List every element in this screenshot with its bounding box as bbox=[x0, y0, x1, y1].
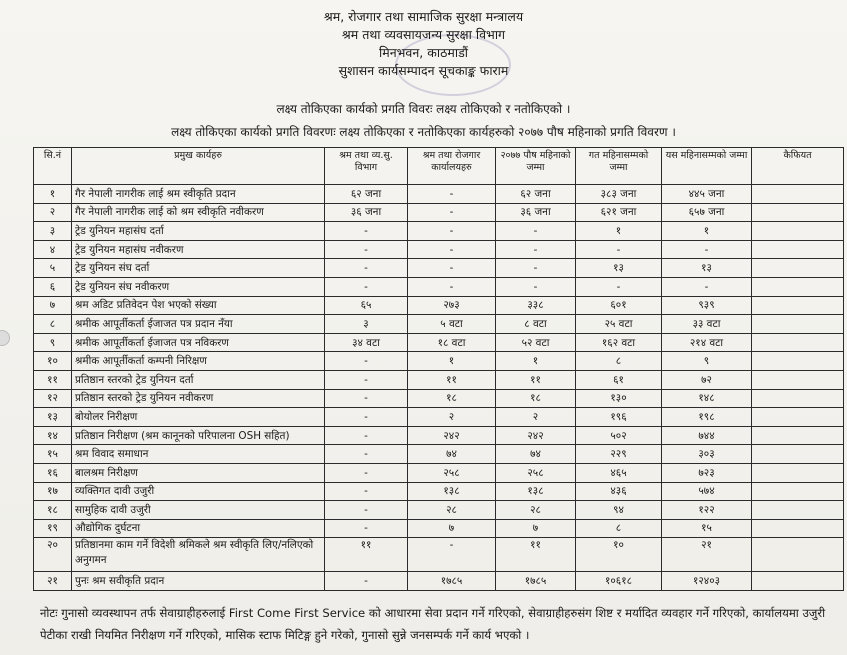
row-office: - bbox=[408, 538, 496, 572]
table-row bbox=[34, 259, 844, 278]
table-row bbox=[34, 501, 844, 520]
row-office: २ bbox=[408, 408, 496, 427]
row-dept: - bbox=[325, 572, 408, 591]
row-month: ११ bbox=[496, 370, 576, 389]
row-remark bbox=[752, 370, 844, 389]
row-remark bbox=[752, 482, 844, 501]
row-dept: ३४ वटा bbox=[325, 333, 408, 352]
row-total: ३०३ bbox=[662, 445, 752, 464]
row-dept: - bbox=[325, 445, 408, 464]
row-remark bbox=[752, 185, 844, 204]
table-body bbox=[34, 185, 844, 591]
col-header-month: २०७७ पौष महिनाको जम्मा bbox=[496, 148, 576, 185]
row-month: ११ bbox=[496, 538, 576, 572]
row-sn: २१ bbox=[34, 572, 72, 591]
row-office: - bbox=[408, 277, 496, 296]
row-prev: १ bbox=[576, 222, 662, 241]
row-total: ९३९ bbox=[662, 296, 752, 315]
row-office: - bbox=[408, 222, 496, 241]
row-month: ३६ जना bbox=[496, 203, 576, 222]
row-month: १३८ bbox=[496, 482, 576, 501]
row-month: ७४ bbox=[496, 445, 576, 464]
table-row bbox=[34, 222, 844, 241]
row-prev: ९४ bbox=[576, 501, 662, 520]
col-header-remark: कैफियत bbox=[752, 148, 844, 185]
row-prev: ४३६ bbox=[576, 482, 662, 501]
row-office: २८ bbox=[408, 501, 496, 520]
row-dept: - bbox=[325, 240, 408, 259]
row-dept: - bbox=[325, 370, 408, 389]
punch-hole bbox=[0, 330, 10, 346]
row-task: प्रतिष्ठानमा काम गर्ने विदेशी श्रमिकले श्रम स्वीकृति लिए/नलिएको अनुगमन bbox=[72, 538, 325, 572]
row-total: १३ bbox=[662, 259, 752, 278]
table-row bbox=[34, 463, 844, 482]
row-month: २५८ bbox=[496, 463, 576, 482]
col-header-total: यस महिनासम्मको जम्मा bbox=[662, 148, 752, 185]
row-task: प्रतिष्ठान निरीक्षण (श्रम कानूनको परिपालना OSH सहित) bbox=[72, 426, 325, 445]
row-month: ३३८ bbox=[496, 296, 576, 315]
row-dept: - bbox=[325, 259, 408, 278]
row-prev: ८ bbox=[576, 352, 662, 371]
footer-note: नोटः गुनासो व्यवस्थापन तर्फ सेवाग्राहीहरुलाई First Come First Service को आधारमा सेवा प्रदान गर्ने गरिएको, सेवाग्राहीहरुसंग शिष्ट र मर्यादित व्यवहार गर्ने गरिएको, कार्यालयमा उजुरी पेटीका राखी नियमित निरीक्षण गर्ने गरिएको, मासिक स्टाफ मिटिङ्ग हुने गरेको, गुनासो सुन्ने जनसम्पर्क गर्ने कार्य भएको । bbox=[40, 606, 826, 642]
row-month: १८ bbox=[496, 389, 576, 408]
row-prev: - bbox=[576, 277, 662, 296]
row-dept: ६५ bbox=[325, 296, 408, 315]
row-task: ट्रेड युनियन संघ नवीकरण bbox=[72, 277, 325, 296]
progress-table bbox=[33, 147, 844, 591]
row-prev: १०६१८ bbox=[576, 572, 662, 591]
row-task: प्रतिष्ठान स्तरको ट्रेड युनियन दर्ता bbox=[72, 370, 325, 389]
row-task: बोयोलर निरीक्षण bbox=[72, 408, 325, 427]
row-task: गैर नेपाली नागरीक लाई श्रम स्वीकृति प्रदान bbox=[72, 185, 325, 204]
col-header-dept: श्रम तथा व्य.सु. विभाग bbox=[325, 148, 408, 185]
row-remark bbox=[752, 240, 844, 259]
row-prev: १३ bbox=[576, 259, 662, 278]
row-prev: ६०१ bbox=[576, 296, 662, 315]
row-sn: ९ bbox=[34, 333, 72, 352]
row-remark bbox=[752, 203, 844, 222]
row-dept: - bbox=[325, 222, 408, 241]
row-dept: - bbox=[325, 389, 408, 408]
row-prev: ५०२ bbox=[576, 426, 662, 445]
row-sn: १५ bbox=[34, 445, 72, 464]
row-total: १२४०३ bbox=[662, 572, 752, 591]
row-prev: ४६५ bbox=[576, 463, 662, 482]
table-row bbox=[34, 185, 844, 204]
row-task: गैर नेपाली नागरीक लाई को श्रम स्वीकृति नवीकरण bbox=[72, 203, 325, 222]
col-header-office: श्रम तथा रोजगार कार्यालयहरु bbox=[408, 148, 496, 185]
office-location: मिनभवन, काठमाडौं bbox=[378, 45, 468, 60]
row-remark bbox=[752, 501, 844, 520]
row-sn: ३ bbox=[34, 222, 72, 241]
row-prev: २२९ bbox=[576, 445, 662, 464]
row-month: - bbox=[496, 240, 576, 259]
row-office: - bbox=[408, 185, 496, 204]
row-month: ८ वटा bbox=[496, 315, 576, 334]
row-month: ६२ जना bbox=[496, 185, 576, 204]
row-task: प्रतिष्ठान स्तरको ट्रेड युनियन नवीकरण bbox=[72, 389, 325, 408]
row-office: ५ वटा bbox=[408, 315, 496, 334]
row-remark bbox=[752, 352, 844, 371]
row-remark bbox=[752, 408, 844, 427]
row-task: पुनः श्रम सवीकृति प्रदान bbox=[72, 572, 325, 591]
row-office: २७३ bbox=[408, 296, 496, 315]
subtitle-2: लक्ष्य तोकिएका कार्यको प्रगति विवरणः लक्ष्य तोकिएका र नतोकिएका कार्यहरुको २०७७ पौष महिनाको प्रगति विवरण । bbox=[171, 125, 676, 139]
row-total: ३३ वटा bbox=[662, 315, 752, 334]
document-header bbox=[0, 8, 847, 80]
col-header-prev: गत महिनासम्मको जम्मा bbox=[576, 148, 662, 185]
row-month: - bbox=[496, 259, 576, 278]
row-total: १९८ bbox=[662, 408, 752, 427]
row-total: ७४४ bbox=[662, 426, 752, 445]
table-row bbox=[34, 352, 844, 371]
row-sn: ६ bbox=[34, 277, 72, 296]
table-row bbox=[34, 315, 844, 334]
row-month: ५२ वटा bbox=[496, 333, 576, 352]
row-sn: २० bbox=[34, 538, 72, 572]
row-office: २५८ bbox=[408, 463, 496, 482]
row-sn: १७ bbox=[34, 482, 72, 501]
row-remark bbox=[752, 519, 844, 538]
row-month: १७८५ bbox=[496, 572, 576, 591]
row-dept: ३६ जना bbox=[325, 203, 408, 222]
row-remark bbox=[752, 315, 844, 334]
table-row bbox=[34, 370, 844, 389]
table-row bbox=[34, 426, 844, 445]
row-total: ७२३ bbox=[662, 463, 752, 482]
row-sn: ५ bbox=[34, 259, 72, 278]
table-header-row bbox=[34, 148, 844, 185]
row-prev: १६२ वटा bbox=[576, 333, 662, 352]
row-remark bbox=[752, 445, 844, 464]
table-row bbox=[34, 538, 844, 572]
col-header-sn: सि.नं bbox=[34, 148, 72, 185]
row-total: ६५७ जना bbox=[662, 203, 752, 222]
row-month: २४२ bbox=[496, 426, 576, 445]
row-remark bbox=[752, 463, 844, 482]
row-prev: ६१ bbox=[576, 370, 662, 389]
row-remark bbox=[752, 572, 844, 591]
row-sn: १९ bbox=[34, 519, 72, 538]
row-total: ९ bbox=[662, 352, 752, 371]
row-total: २१४ वटा bbox=[662, 333, 752, 352]
row-task: औद्योगिक दुर्घटना bbox=[72, 519, 325, 538]
row-dept: - bbox=[325, 426, 408, 445]
table-row bbox=[34, 277, 844, 296]
row-month: - bbox=[496, 277, 576, 296]
department-name: श्रम तथा व्यवसायजन्य सुरक्षा विभाग bbox=[341, 27, 506, 42]
row-dept: - bbox=[325, 408, 408, 427]
table-row bbox=[34, 296, 844, 315]
row-dept: - bbox=[325, 277, 408, 296]
row-prev: ८ bbox=[576, 519, 662, 538]
row-office: - bbox=[408, 259, 496, 278]
row-prev: - bbox=[576, 240, 662, 259]
row-remark bbox=[752, 426, 844, 445]
row-sn: १० bbox=[34, 352, 72, 371]
row-office: २४२ bbox=[408, 426, 496, 445]
row-prev: १३० bbox=[576, 389, 662, 408]
row-total: १४८ bbox=[662, 389, 752, 408]
row-sn: ७ bbox=[34, 296, 72, 315]
row-office: ७ bbox=[408, 519, 496, 538]
row-dept: ३ bbox=[325, 315, 408, 334]
table-row bbox=[34, 408, 844, 427]
row-sn: १६ bbox=[34, 463, 72, 482]
table-row bbox=[34, 519, 844, 538]
row-remark bbox=[752, 277, 844, 296]
row-task: बालश्रम निरीक्षण bbox=[72, 463, 325, 482]
ministry-name: श्रम, रोजगार तथा सामाजिक सुरक्षा मन्त्रालय bbox=[323, 9, 524, 24]
row-total: ७२ bbox=[662, 370, 752, 389]
row-task: ट्रेड युनियन महासंघ दर्ता bbox=[72, 222, 325, 241]
row-task: श्रमीक आपूर्तीकर्ता ईजाजत पत्र नविकरण bbox=[72, 333, 325, 352]
row-prev: ६२१ जना bbox=[576, 203, 662, 222]
row-remark bbox=[752, 333, 844, 352]
row-task: श्रम अडिट प्रतिवेदन पेश भएको संख्या bbox=[72, 296, 325, 315]
row-dept: - bbox=[325, 463, 408, 482]
row-sn: ११ bbox=[34, 370, 72, 389]
row-dept: ११ bbox=[325, 538, 408, 572]
table-row bbox=[34, 572, 844, 591]
table-row bbox=[34, 240, 844, 259]
row-prev: १९६ bbox=[576, 408, 662, 427]
row-total: १२२ bbox=[662, 501, 752, 520]
table-row bbox=[34, 482, 844, 501]
row-office: १८ वटा bbox=[408, 333, 496, 352]
row-month: - bbox=[496, 222, 576, 241]
table-row bbox=[34, 333, 844, 352]
row-task: व्यक्तिगत दावी उजुरी bbox=[72, 482, 325, 501]
row-sn: १३ bbox=[34, 408, 72, 427]
row-sn: २ bbox=[34, 203, 72, 222]
row-sn: ४ bbox=[34, 240, 72, 259]
row-remark bbox=[752, 259, 844, 278]
table-row bbox=[34, 203, 844, 222]
row-prev: १० bbox=[576, 538, 662, 572]
row-task: ट्रेड युनियन महासंघ नवीकरण bbox=[72, 240, 325, 259]
row-task: श्रमीक आपूर्तीकर्ता कम्पनी निरिक्षण bbox=[72, 352, 325, 371]
row-office: १ bbox=[408, 352, 496, 371]
row-sn: १४ bbox=[34, 426, 72, 445]
row-office: - bbox=[408, 203, 496, 222]
row-month: १ bbox=[496, 352, 576, 371]
row-task: श्रमीक आपूर्तीकर्ता ईजाजत पत्र प्रदान नँया bbox=[72, 315, 325, 334]
row-month: ७ bbox=[496, 519, 576, 538]
row-office: ७४ bbox=[408, 445, 496, 464]
row-dept: - bbox=[325, 352, 408, 371]
row-task: श्रम विवाद समाधान bbox=[72, 445, 325, 464]
row-total: १ bbox=[662, 222, 752, 241]
row-dept: - bbox=[325, 482, 408, 501]
row-office: १३८ bbox=[408, 482, 496, 501]
row-prev: २५ वटा bbox=[576, 315, 662, 334]
row-dept: - bbox=[325, 519, 408, 538]
row-sn: १२ bbox=[34, 389, 72, 408]
row-remark bbox=[752, 296, 844, 315]
table-row bbox=[34, 389, 844, 408]
row-sn: ८ bbox=[34, 315, 72, 334]
row-office: - bbox=[408, 240, 496, 259]
subtitle-1: लक्ष्य तोकिएका कार्यको प्रगति विवरः लक्ष्य तोकिएको र नतोकिएको । bbox=[276, 102, 571, 116]
row-sn: १ bbox=[34, 185, 72, 204]
row-prev: ३८३ जना bbox=[576, 185, 662, 204]
row-month: २ bbox=[496, 408, 576, 427]
row-total: १५ bbox=[662, 519, 752, 538]
row-sn: १८ bbox=[34, 501, 72, 520]
row-office: १८ bbox=[408, 389, 496, 408]
row-dept: ६२ जना bbox=[325, 185, 408, 204]
row-office: १७८५ bbox=[408, 572, 496, 591]
row-dept: - bbox=[325, 501, 408, 520]
row-task: सामुहिक दावी उजुरी bbox=[72, 501, 325, 520]
row-total: २१ bbox=[662, 538, 752, 572]
form-title: सुशासन कार्यसम्पादन सूचकाङ्क फाराम bbox=[338, 63, 509, 78]
row-remark bbox=[752, 538, 844, 572]
row-total: - bbox=[662, 277, 752, 296]
row-total: ४४५ जना bbox=[662, 185, 752, 204]
row-task: ट्रेड युनियन संघ दर्ता bbox=[72, 259, 325, 278]
row-remark bbox=[752, 222, 844, 241]
row-total: - bbox=[662, 240, 752, 259]
row-office: ११ bbox=[408, 370, 496, 389]
row-total: ५७४ bbox=[662, 482, 752, 501]
row-month: २८ bbox=[496, 501, 576, 520]
col-header-task: प्रमुख कार्यहरु bbox=[72, 148, 325, 185]
table-row bbox=[34, 445, 844, 464]
row-remark bbox=[752, 389, 844, 408]
